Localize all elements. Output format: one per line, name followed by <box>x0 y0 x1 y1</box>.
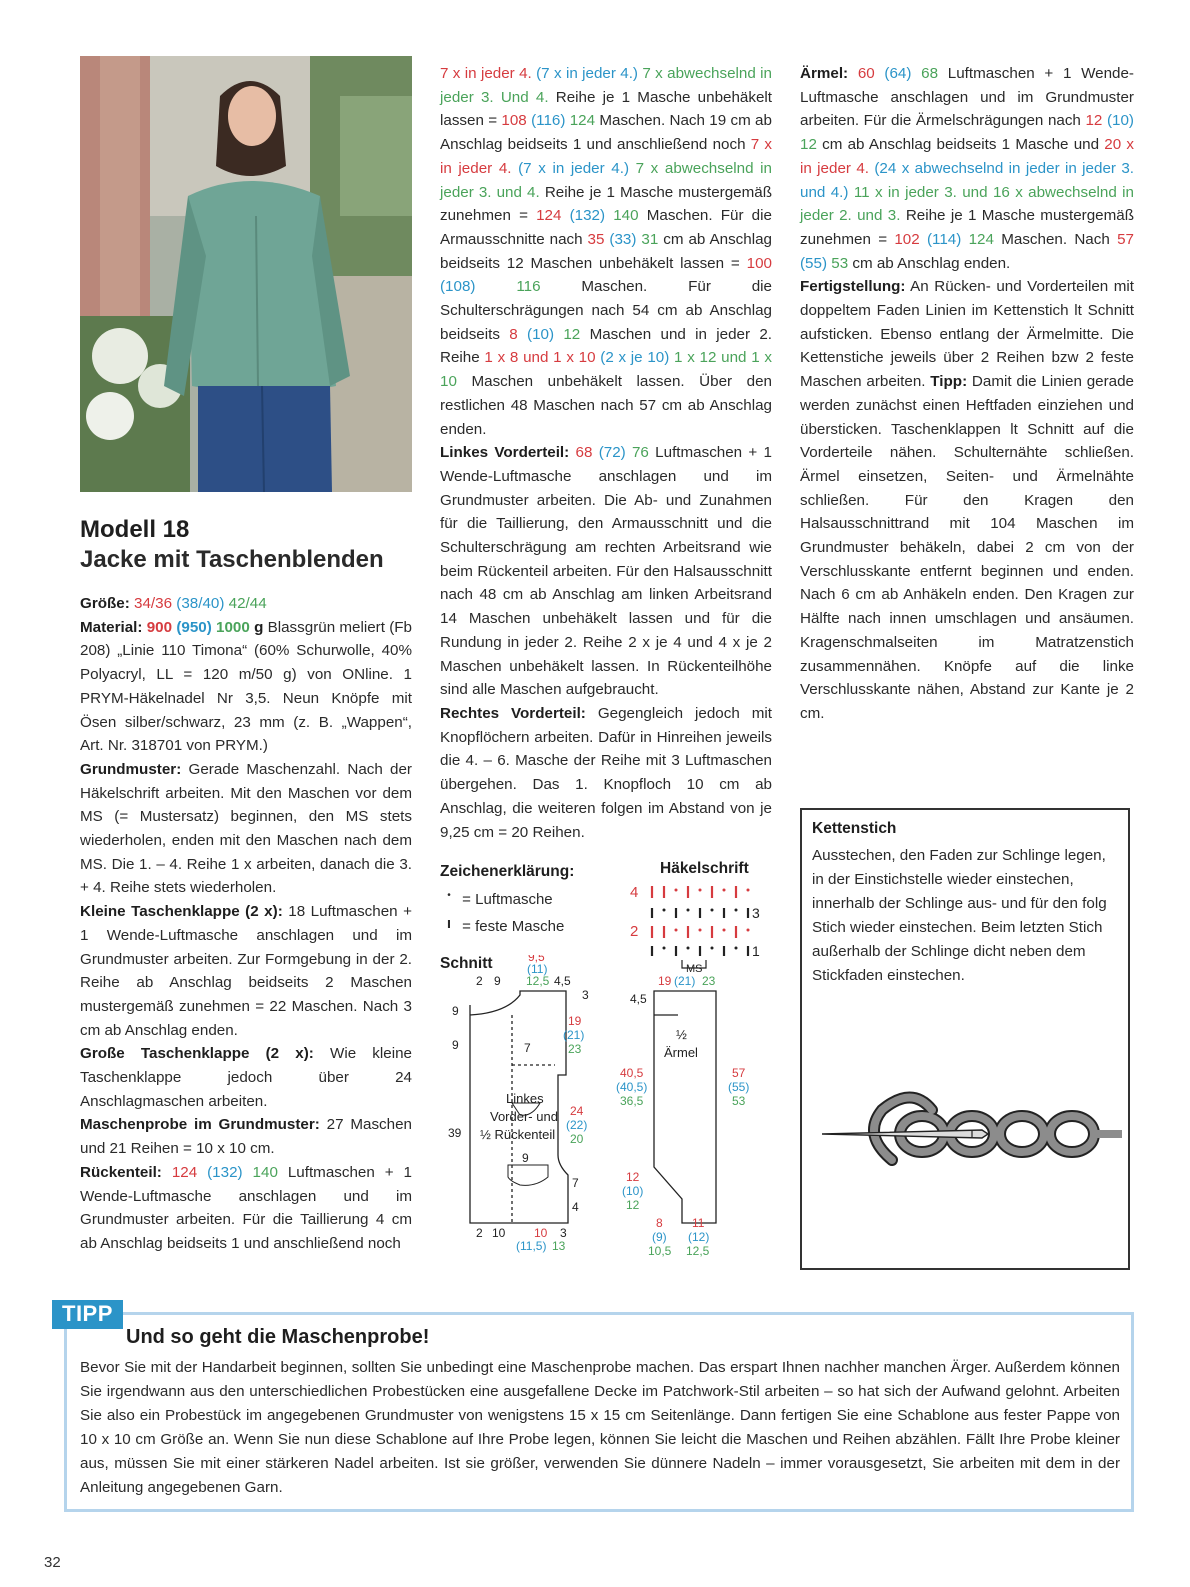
model-photo <box>80 56 412 492</box>
aermel-a1: 12 <box>1085 112 1103 130</box>
sleeve-top-3: 23 <box>702 974 716 988</box>
schnitt-side-9a: 9 <box>452 1004 459 1018</box>
material-qty-3: 1000 <box>216 618 250 636</box>
schnitt-mid-1: 19 <box>568 1014 582 1028</box>
aermel-d2: (55) <box>800 254 828 272</box>
probe-text: 27 Maschen und 21 Reihen = 10 x 10 cm. <box>80 1116 412 1158</box>
ruecken-t2: Reihe je 1 Masche unbehäkelt lassen = <box>440 88 772 130</box>
linkes-n1: 68 <box>575 444 593 462</box>
fertig-label: Fertigstellung: <box>800 278 906 296</box>
aermel-paragraph <box>800 62 1134 275</box>
chain-stitch-symbol: • <box>447 890 451 901</box>
probe-paragraph <box>80 1113 412 1160</box>
aermel-t4: Maschen. Nach <box>1001 230 1110 248</box>
rechtes-paragraph <box>440 702 772 844</box>
tipp-badge: TIPP <box>52 1300 123 1329</box>
ruecken-a1: 7 x in jeder 4. <box>440 65 532 82</box>
sleeve-left-2: (40,5) <box>616 1080 648 1094</box>
sleeve-bot-6: 12,5 <box>686 1244 710 1258</box>
linkes-paragraph <box>440 441 772 702</box>
probe-label: Maschenprobe im Grundmuster: <box>80 1116 320 1134</box>
schnitt-mid-3: 23 <box>568 1042 582 1056</box>
ruecken-paragraph-start <box>80 1161 412 1256</box>
linkes-label: Linkes Vorderteil: <box>440 444 570 462</box>
pattern-schematic <box>440 955 770 1270</box>
schnitt-w-3: 20 <box>570 1132 584 1146</box>
ruecken-c2: (7 x in jeder 4.) <box>518 159 629 177</box>
ruecken-label: Rückenteil: <box>80 1163 162 1181</box>
kleine-text: 18 Luftmaschen + 1 Wende-Luftmasche anschlagen und im Grundmuster arbeiten. Zur Formgebung in der 2. Reihe ab Anschlag beidseits 2 Maschen mustergemäß zunehmen = 22 Maschen. Nach 3 cm ab Anschlag enden. <box>80 903 412 1039</box>
schnitt-top-2cm: 2 <box>476 974 483 988</box>
aermel-n2: (64) <box>884 65 912 82</box>
ruecken-g1: 8 <box>509 325 518 343</box>
symbol-legend <box>440 860 640 939</box>
aermel-c2: (114) <box>926 230 962 248</box>
ruecken-b2: (116) <box>531 112 566 130</box>
chain-stitch-graphic <box>822 1090 1122 1180</box>
schnitt-top-3: 12,5 <box>526 974 550 988</box>
sleeve-left-3: 36,5 <box>620 1094 644 1108</box>
ruecken-h1: 1 x 8 und 1 x 10 <box>484 349 596 367</box>
size-2: (38/40) <box>176 595 225 612</box>
sleeve-cuff-2: (10) <box>622 1184 644 1198</box>
ruecken-a2: (7 x in jeder 4.) <box>536 65 638 82</box>
material-paragraph <box>80 616 412 758</box>
aermel-d3: 53 <box>831 254 849 272</box>
ruecken-f2: (108) <box>440 278 476 296</box>
sleeve-bot-4: 11 <box>692 1216 705 1230</box>
ruecken-f1: 100 <box>746 254 772 272</box>
schnitt-side-39: 39 <box>448 1126 462 1140</box>
schnitt-top-2: (11) <box>527 962 548 976</box>
grosse-paragraph <box>80 1042 412 1113</box>
kleine-label: Kleine Taschenklappe (2 x): <box>80 903 283 921</box>
ruecken-g2: (10) <box>527 325 555 343</box>
schnitt-b7: 7 <box>572 1176 579 1190</box>
schnitt-w-1: 24 <box>570 1104 584 1118</box>
ruecken-n3: 140 <box>252 1163 278 1181</box>
legend-title: Zeichenerklärung: <box>440 863 575 880</box>
material-qty-1: 900 <box>146 618 173 636</box>
sleeve-bot-3: 10,5 <box>648 1244 672 1258</box>
ruecken-b1: 108 <box>501 112 527 130</box>
legend-item-chain-label: = Luftmasche <box>462 891 553 908</box>
aermel-t1: Luftmaschen + 1 Wende-Luftmasche anschlagen und im Grundmuster arbeiten. Für die Ärmelschrägungen nach <box>800 65 1134 130</box>
aermel-t3: Reihe je 1 Masche mustergemäß zunehmen = <box>800 207 1134 248</box>
aermel-label: Ärmel: <box>800 65 849 82</box>
ruecken-c3: 7 x abwechselnd in jeder 3. und 4. <box>440 159 772 201</box>
sleeve-top-1: 19 <box>658 974 672 988</box>
legend-item-sc <box>440 912 640 939</box>
page-title: Modell 18 <box>80 516 190 543</box>
ruecken-d1: 124 <box>536 207 562 225</box>
ruecken-paragraph-cont <box>440 62 772 441</box>
legend-item-chain <box>440 884 640 912</box>
aermel-b1: 20 x in jeder 4. <box>800 136 1134 177</box>
aermel-b3: 11 x in jeder 3. und 16 x abwechselnd in jeder 2. und 3. <box>800 183 1134 225</box>
kleine-paragraph <box>80 900 412 1042</box>
ruecken-a3: 7 x abwechselnd in jeder 3. Und 4. <box>440 65 772 106</box>
aermel-d1: 57 <box>1117 230 1134 248</box>
sleeve-bot-1: 8 <box>656 1216 663 1230</box>
schnitt-front-label-1: Linkes <box>506 1091 544 1106</box>
ruecken-c1: 7 x in jeder 4. <box>440 136 772 177</box>
column-3 <box>800 62 1134 726</box>
ruecken-g3: 12 <box>563 325 581 343</box>
size-paragraph <box>80 592 412 616</box>
schnitt-b4: 4 <box>572 1200 579 1214</box>
size-label: Größe: <box>80 595 130 612</box>
schnitt-bot-a1: 10 <box>534 1226 548 1240</box>
schnitt-pocket-9: 9 <box>522 1151 529 1165</box>
sleeve-top-45: 4,5 <box>630 992 647 1006</box>
grosse-label: Große Taschenklappe (2 x): <box>80 1045 314 1063</box>
size-1: 34/36 <box>134 595 173 612</box>
schnitt-title: Schnitt <box>440 955 493 972</box>
sleeve-bot-5: (12) <box>688 1230 710 1244</box>
ruecken-t1: Luftmaschen + 1 Wende-Luftmasche anschlagen und im Grundmuster arbeiten. Für die Taillierung 4 cm ab Anschlag beidseits 1 und anschließend noch <box>80 1163 412 1252</box>
ruecken-t6: cm ab Anschlag beidseits 12 Maschen unbehäkelt lassen = <box>440 230 772 272</box>
aermel-n3: 68 <box>921 65 939 82</box>
column-1 <box>80 592 412 1256</box>
ruecken-e3: 31 <box>641 230 659 248</box>
aermel-b2: (24 x abwechselnd in jeder in jeder 3. und 4.) <box>800 159 1134 201</box>
single-crochet-symbol: ı <box>446 915 452 932</box>
crochet-chart-title: Häkelschrift <box>660 860 749 877</box>
ruecken-h3: 1 x 12 und 1 x 10 <box>440 349 772 391</box>
material-unit: g <box>254 618 264 636</box>
ruecken-t7: Maschen. Für die Schulterschrägungen nach 54 cm ab Anschlag beidseits <box>440 278 772 343</box>
aermel-a2: (10) <box>1106 112 1134 130</box>
ruecken-f3: 116 <box>516 278 541 296</box>
schnitt-inner-7: 7 <box>524 1041 531 1055</box>
fertig-tipp-label: Tipp: <box>930 373 968 391</box>
grundmuster-label: Grundmuster: <box>80 760 182 778</box>
aermel-n1: 60 <box>857 65 875 82</box>
schnitt-side-9b: 9 <box>452 1038 459 1052</box>
ruecken-t3: Maschen. Nach 19 cm ab Anschlag beidseits 1 und anschließend noch <box>440 112 772 154</box>
aermel-a3: 12 <box>800 136 817 154</box>
page-subtitle: Jacke mit Taschenblenden <box>80 546 384 573</box>
legend-item-sc-label: = feste Masche <box>462 918 565 935</box>
ruecken-e2: (33) <box>609 230 637 248</box>
sleeve-label-half: ½ <box>676 1027 687 1042</box>
sleeve-top-2: (21) <box>674 974 696 988</box>
linkes-n3: 76 <box>631 444 649 462</box>
tipp-text: Bevor Sie mit der Handarbeit beginnen, sollten Sie unbedingt eine Maschenprobe machen. Das erspart Ihnen nachher manchen Ärger. Außerdem können Sie irgendwann aus den unterschiedlichen Probestücken eine ausgefallene Decke im Patchwork-Stil arbeiten – so hat sich der Aufwand gelohnt. Arbeiten Sie also ein Probestück im angegebenen Grundmuster von wenigstens 15 x 15 cm Seitenlänge. Dann fertigen Sie eine Schablone aus fester Pappe von 10 x 10 cm Größe an. Wenn Sie nun diese Schablone auf Ihre Probe legen, können Sie leicht die Maschen und Reihen abzählen. Fällt Ihre Probe kleiner aus, müssen Sie mit einer stärkeren Nadel arbeiten. Ist sie größer, verwenden Sie dünnere Nadeln – immer vorausgesetzt, Sie arbeiten mit dem in der Anleitung angegebenen Garn. <box>80 1359 1120 1496</box>
aermel-c3: 124 <box>968 230 994 248</box>
linkes-text: Luftmaschen + 1 Wende-Luftmasche anschlagen und im Grundmuster arbeiten. Die Ab- und Zunahmen für die Taillierung, den Armausschnitt und die Schulterschrägung am rechten Arbeitsrand wie beim Rückenteil arbeiten. Für den Halsausschnitt nach 48 cm ab Anschlag am linken Arbeitsrand 14 Maschen unbehäkelt lassen und für die Rundung in jeder 2. Reihe 2 x je 4 und 4 x je 2 Maschen unbehäkelt lassen. In Rückenteilhöhe sind alle Maschen aufgebraucht. <box>440 444 772 699</box>
ruecken-d2: (132) <box>569 207 606 225</box>
fertig-tipp-text: Damit die Linien gerade werden zunächst einen Heftfaden einziehen und übersticken. Taschenklappen lt Schnitt auf die Vorderteile nähen. Schulternähte schließen. Ärmel einsetzen, Seiten- und Ärmelnähte schließen. Für den Kragen den Halsausschnittrand mit 104 Maschen im Grundmuster behäkeln, dabei 2 cm von der Verschlusskante entfernt beginnen und enden. Nach 6 cm ab Anhäkeln enden. Den Kragen zur Hälfte nach innen umschlagen und ansäumen. Kragenschmalseiten im Matratzenstich zusammennähen. Knöpfe auf die linke Verschlusskante nähen, Abstand zur Kante je 2 cm. <box>800 373 1134 722</box>
fertig-text: An Rücken- und Vorderteilen mit doppeltem Faden Linien im Kettenstich lt Schnitt aufsticken. Ebenso entlang der Ärmelmitte. Die Kettenstiche jeweils über 2 Reihen bzw 2 feste Maschen arbeiten. <box>800 278 1134 391</box>
ruecken-t4: Reihe je 1 Masche mustergemäß zunehmen = <box>440 183 772 225</box>
schnitt-top-45: 4,5 <box>554 974 571 988</box>
ruecken-n1: 124 <box>171 1163 198 1181</box>
ruecken-d3: 140 <box>613 207 639 225</box>
model-photo-illustration <box>80 56 412 492</box>
schnitt-bot-10: 10 <box>492 1226 506 1240</box>
sleeve-bot-2: (9) <box>652 1230 667 1244</box>
grundmuster-text: Gerade Maschenzahl. Nach der Häkelschrift arbeiten. Mit den Maschen vor dem MS (= Mustersatz) beginnen, den MS stets wiederholen, enden mit den Maschen nach dem MS. Die 1. – 4. Reihe 1 x arbeiten, danach die 3. + 4. Reihe stets wiederholen. <box>80 760 412 897</box>
sleeve-right-2: (55) <box>728 1080 750 1094</box>
ruecken-b3: 124 <box>569 112 596 130</box>
aermel-t5: cm ab Anschlag enden. <box>852 254 1011 272</box>
rechtes-text: Gegengleich jedoch mit Knopflöchern arbeiten. Dafür in Hinreihen jeweils die 4. – 6. Masche der Reihe mit 3 Luftmaschen übergehen. Das 1. Knopfloch 10 cm ab Anschlag, die weiteren folgen im Abstand von je 9,25 cm = 20 Reihen. <box>440 704 772 841</box>
schnitt-front-label-3: ½ Rückenteil <box>480 1127 556 1142</box>
row-number-3: 3 <box>752 905 760 921</box>
grosse-text: Wie kleine Taschenklappe jedoch über 24 Anschlagmaschen arbeiten. <box>80 1045 412 1110</box>
ruecken-t5: Maschen. Für die Armausschnitte nach <box>440 207 772 248</box>
kettenstich-title: Kettenstich <box>812 820 897 837</box>
material-label: Material: <box>80 618 143 636</box>
schnitt-bot-2: 2 <box>476 1226 483 1240</box>
schnitt-bot-a3: 13 <box>552 1239 566 1253</box>
material-text: Blassgrün meliert (Fb 208) „Linie 110 Timona“ (60% Schurwolle, 40% Polyacryl, LL = 120 m/50 g) von ONline. 1 PRYM-Häkelnadel Nr 3,5. Neun Knöpfe mit Ösen silber/schwarz, 23 mm (z. B. „Wappen“, Art. Nr. 318701 von PRYM.) <box>80 618 412 755</box>
page-number: 32 <box>44 1554 61 1571</box>
sleeve-cuff-1: 12 <box>626 1170 640 1184</box>
pattern-repeat-label: MS <box>686 963 703 972</box>
ruecken-t8: Maschen und in jeder 2. Reihe <box>440 325 772 367</box>
grundmuster-paragraph <box>80 758 412 900</box>
material-qty-2: (950) <box>176 618 212 636</box>
schnitt-w-2: (22) <box>566 1118 588 1132</box>
schnitt-front-label-2: Vorder- und <box>490 1109 558 1124</box>
row-number-4: 4 <box>630 884 639 901</box>
fertig-paragraph <box>800 275 1134 725</box>
sleeve-cuff-3: 12 <box>626 1198 640 1212</box>
schnitt-right-3: 3 <box>582 988 589 1002</box>
schnitt-bot-3: 3 <box>560 1226 567 1240</box>
size-3: 42/44 <box>228 595 267 612</box>
rechtes-label: Rechtes Vorderteil: <box>440 704 586 722</box>
sleeve-right-3: 53 <box>732 1094 746 1108</box>
sleeve-right-1: 57 <box>732 1066 746 1080</box>
row-number-1: 1 <box>752 943 760 959</box>
kettenstich-text: Ausstechen, den Faden zur Schlinge legen, in der Einstichstelle wieder einstechen, innerhalb der Schlinge aus- und für den folg Stich wieder einstechen. Beim letzten Stich außerhalb der Schlinge dicht neben dem Stickfaden einstechen. <box>812 847 1107 984</box>
ruecken-h2: (2 x je 10) <box>600 349 670 367</box>
ruecken-t9: Maschen unbehäkelt lassen. Über den restlichen 48 Maschen nach 57 cm ab Anschlag enden. <box>440 373 772 438</box>
aermel-c1: 102 <box>894 230 920 248</box>
ruecken-n2: (132) <box>207 1163 243 1181</box>
pattern-schematic-graphic <box>440 955 770 1265</box>
linkes-n2: (72) <box>598 444 626 462</box>
tipp-heading: Und so geht die Maschenprobe! <box>126 1326 430 1348</box>
schnitt-bot-a2: (11,5) <box>516 1239 547 1253</box>
ruecken-e1: 35 <box>587 230 605 248</box>
schnitt-top-9cm: 9 <box>494 974 501 988</box>
sleeve-label: Ärmel <box>664 1045 698 1060</box>
row-number-2: 2 <box>630 923 639 940</box>
column-2 <box>440 62 772 844</box>
sleeve-left-1: 40,5 <box>620 1066 644 1080</box>
chain-stitch-illustration <box>822 1090 1122 1185</box>
schnitt-mid-2: (21) <box>563 1028 585 1042</box>
kettenstich-box <box>800 808 1130 1270</box>
schnitt-top-1: 9,5 <box>528 955 545 964</box>
aermel-t2: cm ab Anschlag beidseits 1 Masche und <box>822 136 1100 154</box>
